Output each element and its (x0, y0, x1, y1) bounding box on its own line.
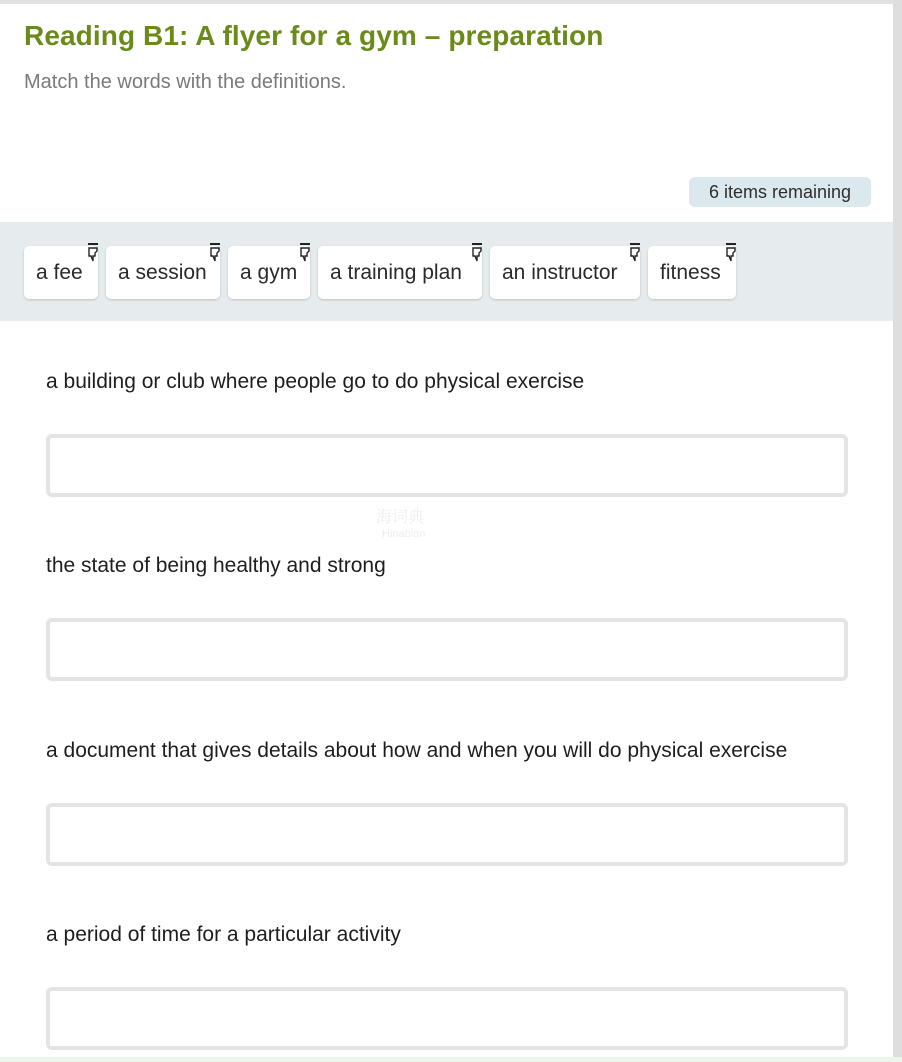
word-chip-fitness[interactable] (648, 246, 736, 299)
definition-text: a document that gives details about how and when you will do physical exercise (46, 739, 788, 762)
top-border (0, 0, 902, 4)
pin-icon (207, 242, 223, 264)
answer-dropzone[interactable] (46, 434, 848, 497)
bottom-border (0, 1057, 902, 1062)
pin-icon (297, 242, 313, 264)
word-chip-a-gym[interactable] (228, 246, 310, 299)
items-remaining-badge: 6 items remaining (689, 177, 871, 207)
word-chip-an-instructor[interactable] (490, 246, 640, 299)
watermark-line2: Hinabian (382, 528, 426, 540)
word-chip-label: a session (118, 260, 207, 284)
definition-text: a building or club where people go to do physical exercise (46, 370, 585, 393)
pin-icon (469, 242, 485, 264)
word-chip-label: an instructor (502, 260, 618, 284)
scrollbar-track[interactable] (893, 0, 902, 1062)
word-chip-label: fitness (660, 260, 721, 284)
definition-text: the state of being healthy and strong (46, 554, 386, 577)
word-chip-a-training-plan[interactable] (318, 246, 482, 299)
word-chip-label: a gym (240, 260, 298, 284)
answer-dropzone[interactable] (46, 618, 848, 681)
instruction-text: Match the words with the definitions. (24, 71, 347, 93)
word-chip-a-session[interactable] (106, 246, 220, 299)
pin-icon (85, 242, 101, 264)
answer-dropzone[interactable] (46, 987, 848, 1050)
watermark (376, 510, 425, 542)
page-title: Reading B1: A flyer for a gym – preparation (24, 20, 604, 51)
answer-dropzone[interactable] (46, 803, 848, 866)
word-chip-a-fee[interactable] (24, 246, 98, 299)
watermark-line1: 海词典 (376, 509, 425, 526)
word-chip-label: a fee (36, 260, 83, 284)
definition-text: a period of time for a particular activity (46, 923, 401, 946)
pin-icon (627, 242, 643, 264)
pin-icon (723, 242, 739, 264)
word-chip-label: a training plan (330, 260, 462, 284)
